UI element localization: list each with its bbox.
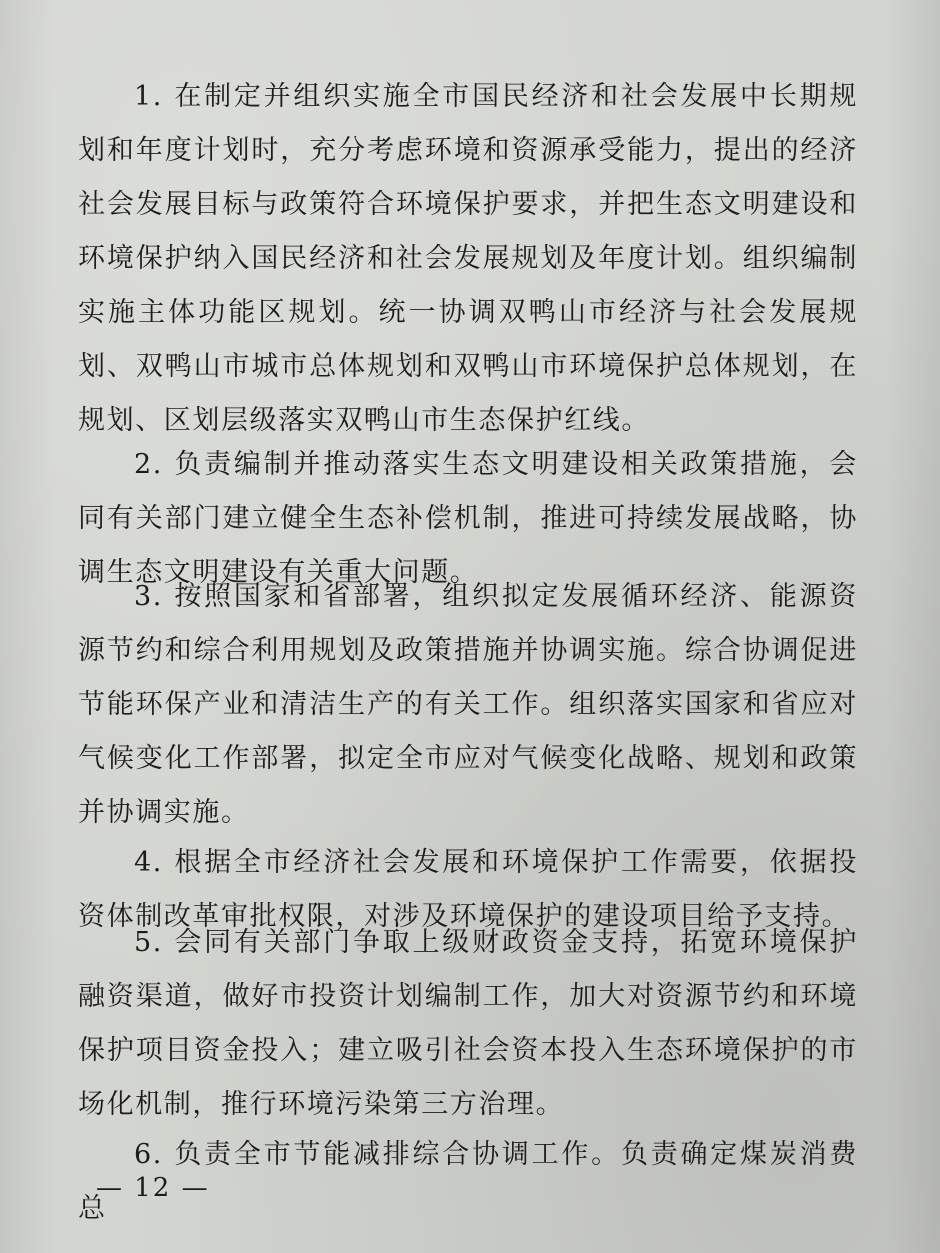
paragraph-3: 3. 按照国家和省部署，组织拟定发展循环经济、能源资源节约和综合利用规划及政策措施并协调实施。综合协调促进节能环保产业和清洁生产的有关工作。组织落实国家和省应对气候变化工作部署，拟定全市应对气候变化战略、规划和政策并协调实施。 — [78, 581, 858, 828]
paragraph-1: 1. 在制定并组织实施全市国民经济和社会发展中长期规划和年度计划时，充分考虑环境和资源承受能力，提出的经济社会发展目标与政策符合环境保护要求，并把生态文明建设和环境保护纳入国民经济和社会发展规划及年度计划。组织编制实施主体功能区规划。统一协调双鸭山市经济与社会发展规划、双鸭山市城市总体规划和双鸭山市环境保护总体规划，在规划、区划层级落实双鸭山市生态保护红线。 — [78, 81, 858, 436]
page-number: — 12 — — [96, 1173, 210, 1203]
paragraph-2: 2. 负责编制并推动落实生态文明建设相关政策措施，会同有关部门建立健全生态补偿机制，推进可持续发展战略，协调生态文明建设有关重大问题。 — [78, 449, 858, 588]
paragraph-6: 6. 负责全市节能减排综合协调工作。负责确定煤炭消费总 — [78, 1139, 858, 1224]
paragraph-5: 5. 会同有关部门争取上级财政资金支持，拓宽环境保护融资渠道，做好市投资计划编制工作，加大对资源节约和环境保护项目资金投入；建立吸引社会资本投入生态环境保护的市场化机制，推行环境污染第三方治理。 — [78, 927, 858, 1120]
paragraph-4: 4. 根据全市经济社会发展和环境保护工作需要，依据投资体制改革审批权限，对涉及环境保护的建设项目给予支持。 — [78, 847, 858, 932]
